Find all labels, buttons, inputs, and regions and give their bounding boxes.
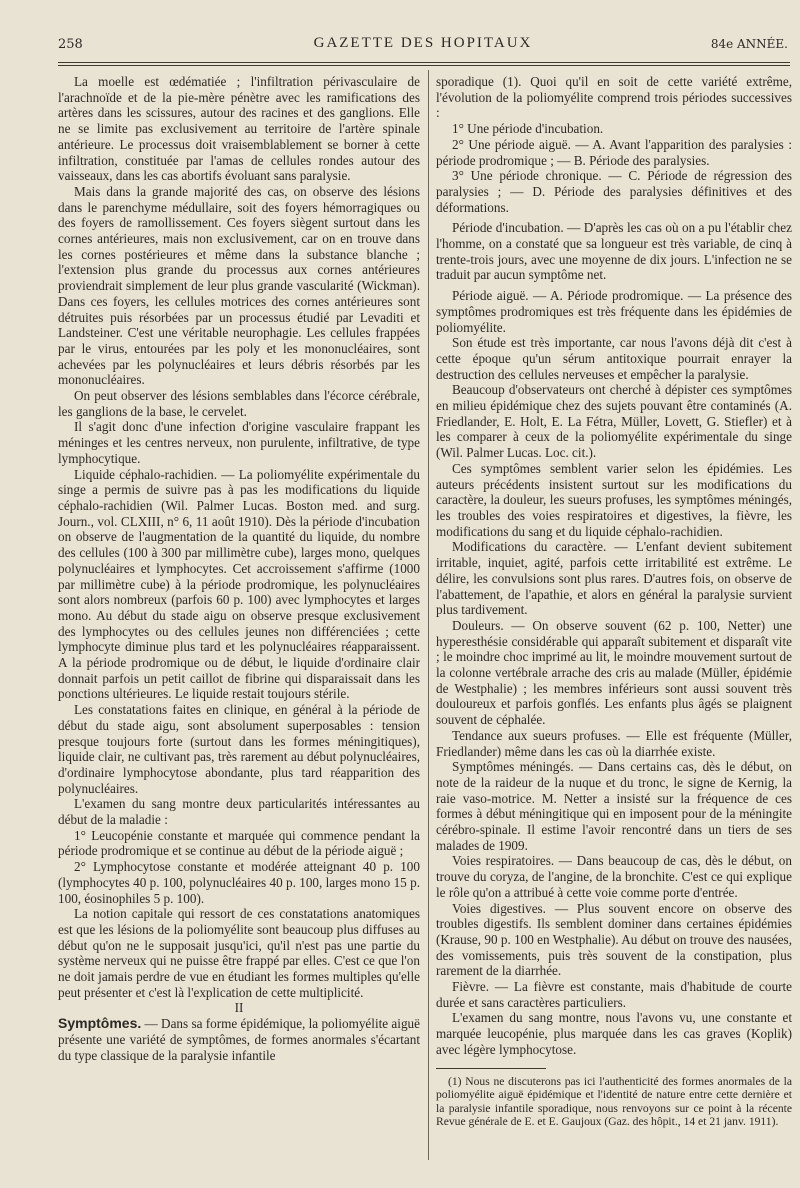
paragraph: On peut observer des lésions semblables dans l'écorce cérébrale, les ganglions de la base, le cervelet.: [58, 388, 420, 419]
header-rule-thin: [58, 65, 790, 66]
paragraph: Modifications du caractère. — L'enfant devient subitement irritable, inquiet, agité, parfois cette irritabilité est extrême. Le délire, les convulsions sont plus rares. D'autres fois, on observe de l'abattement, de l'apathie, et alors en général la paralysie survient plus tardivement.: [436, 539, 792, 618]
paragraph: 1° Une période d'incubation.: [452, 121, 604, 137]
paragraph: 1° Leucopénie constante et marquée qui commence pendant la période prodromique et se continue au début de la période aiguë ;: [58, 827, 420, 859]
paragraph: Période d'incubation. — D'après les cas où on a pu l'établir chez l'homme, on a constaté que sa longueur est très variable, de cinq à trente-trois jours, avec une moyenne de dix jours. L'infection ne se traduit par aucun symptôme net.: [436, 220, 792, 283]
paragraph: L'examen du sang montre, nous l'avons vu, une constante et marquée leucopénie, plus marquée dans les cas graves (Koplik) avec légère lymphocytose.: [436, 1010, 792, 1057]
paragraph: Symptômes méningés. — Dans certains cas, dès le début, on note de la raideur de la nuque et du tronc, le signe de Kernig, la raie vaso-motrice. M. Netter a insisté sur la fréquence de ces formes à début méningitique qui en imposent pour de la méningite cérébro-spinale. Il estime l'avoir rencontré dans un tiers de ses malades de 1909.: [436, 759, 792, 853]
paragraph: Voies digestives. — Plus souvent encore on observe des troubles digestifs. Ils semblent dominer dans certaines épidémies (Krause, 90 p. 100 en Westphalie). Au début on trouve des nausées, des vomissements, puis très souvent de la constipation, plus rarement de la diarrhée.: [436, 900, 792, 979]
paragraph: Beaucoup d'observateurs ont cherché à dépister ces symptômes en milieu épidémique chez des sujets pouvant être contaminés (A. Friedlander, E. Holt, E. La Fétra, Müller, Lovett, G. Stiefler) et à les comparer à ceux de la poliomyélite expérimentale du singe (Wil. Palmer Lucas. Loc. cit.).: [436, 382, 792, 461]
footnote: [436, 1075, 792, 1129]
paragraph: 3° Une période chronique. — C. Période de régression des paralysies ; — D. Période des paralysies définitives et des déformations.: [436, 168, 792, 215]
paragraph: Mais dans la grande majorité des cas, on observe des lésions dans le parenchyme médullaire, soit des foyers hémorragiques ou des foyers de ramollissement. Ces foyers siègent surtout dans les cornes antérieures, mais non exclusivement, car on en trouve dans les cornes postérieures et même dans la substance blanche ; l'extension plus grande du processus aux cornes antérieures proviendrait simplement de leur plus grande vascularité (Wickman). Dans ces foyers, les cellules motrices des cornes antérieures sont détruites puis résorbées par un processus étudié par Levaditi et Landsteiner. C'est une véritable neurophagie. Les cellules frappées par le virus, entourées par les poly et les mononucléaires, sont achevées par les polynucléaires et leurs débris résorbés par les mononucléaires.: [58, 183, 420, 388]
paragraph: Son étude est très importante, car nous l'avons déjà dit c'est à cette époque qu'un sérum antitoxique pourrait enrayer la destruction des cellules nerveuses et empêcher la paralysie.: [436, 335, 792, 382]
paragraph: Douleurs. — On observe souvent (62 p. 100, Netter) une hyperesthésie considérable qui apparaît subitement et disparaît vite ; le moindre choc imprimé au lit, le moindre mouvement surtout de la colonne vertébrale arrache des cris au malade (Müller, épidémie de Westphalie) ; les membres inférieurs sont aussi souvent très douloureux et parfois gonflés. Les enfants plus âgés se plaignent souvent de céphalée.: [436, 617, 792, 728]
running-header: [58, 33, 788, 59]
paragraph: Ces symptômes semblent varier selon les épidémies. Les auteurs précédents insistent surtout sur les modifications du caractère, la douleur, les sueurs profuses, les symptômes méningés, les troubles des voies respiratoires et digestives, la fièvre, les modifications du sang et du liquide céphalo-rachidien.: [436, 460, 792, 539]
column-divider: [428, 70, 429, 1160]
issue-label: 84e ANNÉE.: [710, 37, 788, 51]
journal-title: GAZETTE DES HOPITAUX: [313, 35, 533, 51]
section-heading: Symptômes.: [58, 1015, 142, 1032]
paragraph: 2° Lymphocytose constante et modérée atteignant 40 p. 100 (lymphocytes 40 p. 100, polynucléaires 40 p. 100, larges mono 15 p. 100, éosinophiles 5 p. 100).: [58, 859, 420, 906]
right-column: [436, 74, 792, 1129]
paragraph: La moelle est œdématiée ; l'infiltration périvasculaire de l'arachnoïde et de la pie-mère pénètre avec les ramifications des artères dans les scissures, autour des racines et des ganglions. Elle ne se limite pas exclusivement au territoire de l'artère spinale antérieure. Le processus doit vraisemblablement se borner à cette infiltration, constituée par l'amas de cellules rondes autour des vaisseaux, dans les cas abortifs évoluant sans paralysie.: [58, 74, 420, 184]
paragraph: Liquide céphalo-rachidien. — La poliomyélite expérimentale du singe a permis de suivre pas à pas les modifications du liquide céphalo-rachidien (Wil. Palmer Lucas. Boston med. and surg. Journ., vol. CLXIII, n° 6, 11 août 1910). Dès la période d'incubation on observe de l'augmentation de la quantité du liquide, du nombre des cellules (100 à 300 par millimètre cube), larges mono, quelques polynucléaires et lymphocytes. Cet accroissement s'affirme (1000 par millimètre cube) à la période prodromique, les polynucléaires sont alors nombreux (parfois 60 p. 100) avec lymphocytes et larges mono. Au début du stade aigu on observe presque exclusivement des lymphocytes ou des cellules jeunes non différenciées ; cette lymphocyte diminue plus tard et les polynucléaires réapparaissent. A la période prodromique ou de début, le liquide d'ordinaire clair donnait parfois un petit caillot de fibrine qui disparaissait dans les ponctions ultérieures. Le liquide restait toujours stérile.: [58, 466, 420, 702]
paragraph: Voies respiratoires. — Dans beaucoup de cas, dès le début, on trouve du coryza, de l'angine, de la bronchite. C'est ce qui explique le rôle qu'on a attribué à cette voie comme porte d'entrée.: [436, 853, 792, 900]
header-rule: [58, 62, 790, 63]
paragraph: L'examen du sang montre deux particularités intéressantes au début de la maladie :: [58, 796, 420, 828]
paragraph: Les constatations faites en clinique, en général à la période de début du stade aigu, sont absolument superposables : tension presque toujours forte (surtout dans les formes méningitiques), liquide clair, ne cultivant pas, très rarement au début polynucléaires, d'ordinaire lymphocytose abondante, plus tard réapparition des polynucléaires.: [58, 702, 420, 796]
section-paragraph: [58, 1016, 420, 1063]
paragraph: Période aiguë. — A. Période prodromique. — La présence des symptômes prodromiques est très fréquente dans les épidémies de poliomyélite.: [436, 288, 792, 335]
paragraph: La notion capitale qui ressort de ces constatations anatomiques est que les lésions de la poliomyélite sont beaucoup plus diffuses au début qu'on ne le supposait jusqu'ici, qu'il n'est pas une partie du système nerveux qui ne puisse être frappé par elles. C'est ce que l'on ne doit jamais perdre de vue en étudiant les formes multiples qu'elle peut présenter et c'est là l'explication de cette multiplicité.: [58, 906, 420, 1000]
paragraph: Il s'agit donc d'une infection d'origine vasculaire frappant les méninges et les centres nerveux, non purulente, infiltrative, de type lymphocytique.: [58, 419, 420, 466]
paragraph: 2° Une période aiguë. — A. Avant l'apparition des paralysies : période prodromique ; — B. Période des paralysies.: [436, 136, 792, 168]
paragraph: Tendance aux sueurs profuses. — Elle est fréquente (Müller, Friedlander) même dans les cas où la diarrhée existe.: [436, 727, 792, 759]
page-number: 258: [58, 37, 83, 52]
section-number: II: [234, 1000, 244, 1016]
paragraph: Fièvre. — La fièvre est constante, mais d'habitude de courte durée et sans caractères particuliers.: [436, 979, 792, 1010]
paragraph: sporadique (1). Quoi qu'il en soit de cette variété extrême, l'évolution de la poliomyélite comprend trois périodes successives :: [436, 74, 792, 121]
footnote-text: (1) Nous ne discuterons pas ici l'authenticité des formes anormales de la poliomyélite aiguë épidémique et l'identité de nature entre cette dernière et la paralysie infantile sporadique, nous renvoyons sur ce point à la récente Revue générale de E. et E. Gaujoux (Gaz. des hôpit., 14 et 21 janv. 1911).: [436, 1074, 792, 1129]
section-text: — Dans sa forme épidémique, la poliomyélite aiguë présente une variété de symptômes, de formes anormales s'écartant du type classique de la paralysie infantile: [58, 1016, 420, 1063]
left-column: [58, 74, 420, 1063]
footnote-rule: [436, 1068, 546, 1069]
